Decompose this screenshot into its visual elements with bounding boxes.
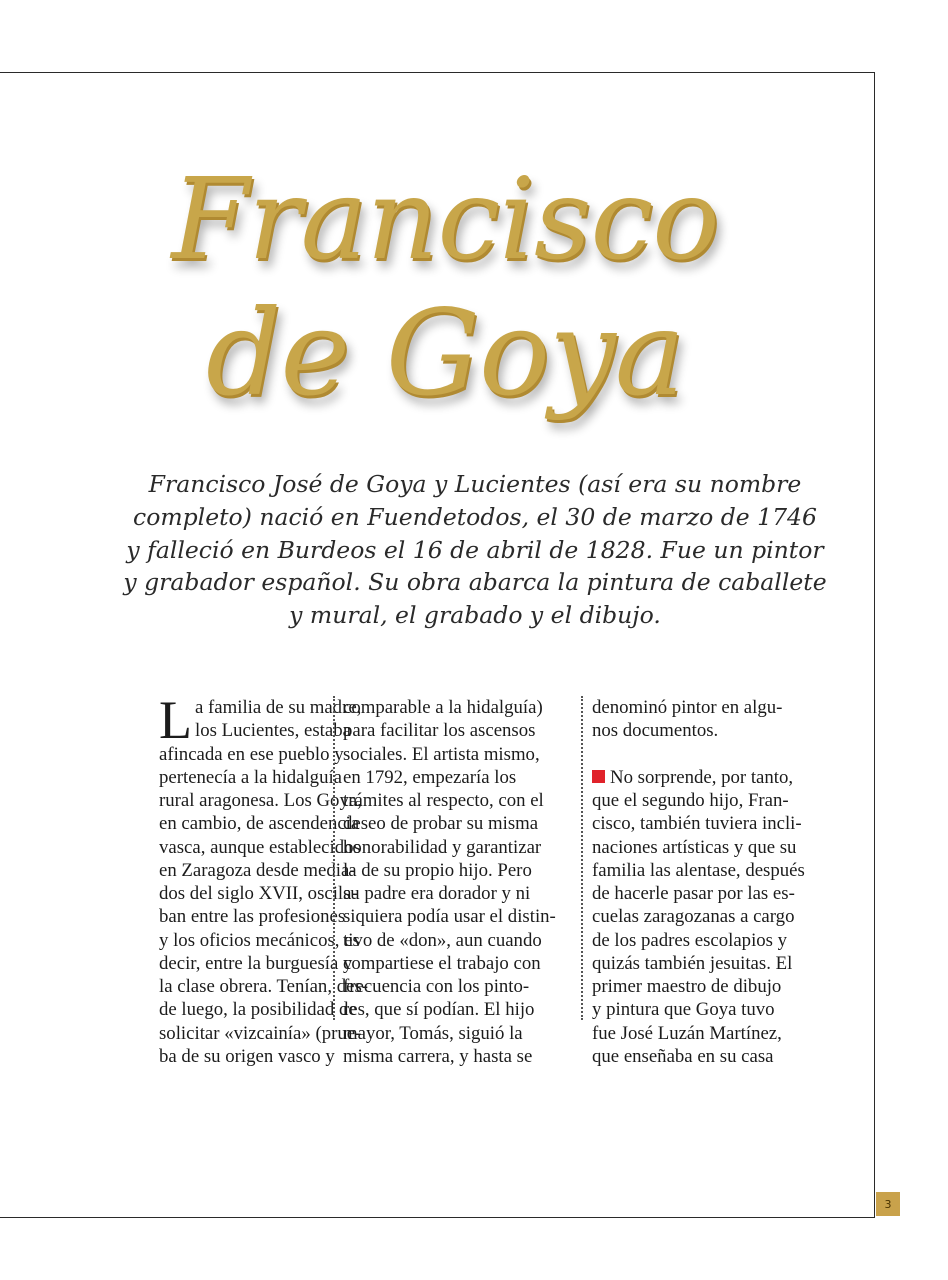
intro-line: completo) nació en Fuendetodos, el 30 de marzo de 1746 xyxy=(133,502,817,531)
body-line: ba de su origen vasco y xyxy=(159,1045,335,1067)
body-line: honorabilidad y garantizar xyxy=(343,836,542,858)
body-line: para facilitar los ascensos xyxy=(343,720,536,742)
body-column-1 xyxy=(159,690,369,1068)
column-divider xyxy=(581,696,583,1020)
intro-paragraph xyxy=(100,468,850,632)
body-line: cuelas zaragozanas a cargo xyxy=(592,906,795,928)
body-line: la de su propio hijo. Pero xyxy=(343,859,532,881)
body-line: que el segundo hijo, Fran- xyxy=(592,790,789,811)
body-column-3 xyxy=(592,696,805,1068)
body-line: a familia de su madre, xyxy=(195,697,362,718)
body-line: decir, entre la burguesía y xyxy=(159,952,353,974)
body-line: cisco, también tuviera incli- xyxy=(592,813,802,835)
intro-line: y mural, el grabado y el dibujo. xyxy=(289,601,661,630)
body-line: misma carrera, y hasta se xyxy=(343,1045,533,1067)
intro-line: Francisco José de Goya y Lucientes (así era su nombre xyxy=(148,470,802,498)
intro-line: y falleció en Burdeos el 16 de abril de 1828. Fue un pintor xyxy=(126,535,824,564)
body-line: deseo de probar su misma xyxy=(343,813,539,835)
body-line: ban entre las profesiones xyxy=(159,906,346,928)
body-line: en cambio, de ascendencia xyxy=(159,813,360,835)
body-line: en Zaragoza desde media- xyxy=(159,859,356,881)
body-line: trámites al respecto, con el xyxy=(343,790,544,811)
body-line: frecuencia con los pinto- xyxy=(343,976,530,997)
body-line xyxy=(592,766,794,789)
body-line: comparable a la hidalguía) xyxy=(343,697,543,718)
body-line: tivo de «don», aun cuando xyxy=(343,929,542,951)
body-line: naciones artísticas y que su xyxy=(592,836,797,858)
body-line: su padre era dorador y ni xyxy=(343,883,531,904)
title-line-1: Francisco xyxy=(171,155,719,285)
body-line: res, que sí podían. El hijo xyxy=(343,999,535,1021)
body-column-2 xyxy=(343,696,556,1068)
body-line: de los padres escolapios y xyxy=(592,929,788,951)
body-line-text: No sorprende, por tanto, xyxy=(610,766,794,788)
body-line: la clase obrera. Tenían, des- xyxy=(159,976,369,997)
body-line: dos del siglo XVII, oscila- xyxy=(159,883,358,904)
body-line: siquiera podía usar el distin- xyxy=(343,906,556,928)
body-line: pertenecía a la hidalguía xyxy=(159,766,343,788)
body-line: mayor, Tomás, siguió la xyxy=(343,1022,523,1044)
body-line: nos documentos. xyxy=(592,720,719,742)
body-line: que enseñaba en su casa xyxy=(592,1045,774,1067)
body-line: en 1792, empezaría los xyxy=(343,766,517,788)
red-square-bullet-icon xyxy=(592,770,605,783)
page-number: 3 xyxy=(876,1192,900,1216)
intro-line: y grabador español. Su obra abarca la pintura de caballete xyxy=(123,568,827,597)
drop-cap: L xyxy=(159,690,192,750)
body-line: familia las alentase, después xyxy=(592,859,805,881)
body-line: sociales. El artista mismo, xyxy=(343,743,540,765)
body-line: afincada en ese pueblo y xyxy=(159,743,344,765)
body-line: de hacerle pasar por las es- xyxy=(592,883,795,904)
body-line: de luego, la posibilidad de xyxy=(159,999,357,1021)
top-rule xyxy=(0,72,875,73)
body-line: y los oficios mecánicos, es xyxy=(159,929,360,951)
body-line: vasca, aunque establecidos xyxy=(159,836,361,858)
body-line: fue José Luzán Martínez, xyxy=(592,1022,782,1044)
body-line: los Lucientes, estaba xyxy=(195,720,351,742)
title-line-2: de Goya xyxy=(205,284,685,422)
column-divider xyxy=(333,696,335,1020)
right-rule xyxy=(874,72,875,1218)
paragraph-gap xyxy=(592,743,784,766)
bottom-rule xyxy=(0,1217,875,1218)
body-line: primer maestro de dibujo xyxy=(592,976,782,997)
body-line: denominó pintor en algu- xyxy=(592,697,783,718)
body-line: solicitar «vizcainía» (prue- xyxy=(159,1022,362,1044)
body-line: quizás también jesuitas. El xyxy=(592,952,793,974)
body-line: compartiese el trabajo con xyxy=(343,952,541,974)
body-line: y pintura que Goya tuvo xyxy=(592,999,775,1021)
body-line: rural aragonesa. Los Goya, xyxy=(159,790,362,811)
